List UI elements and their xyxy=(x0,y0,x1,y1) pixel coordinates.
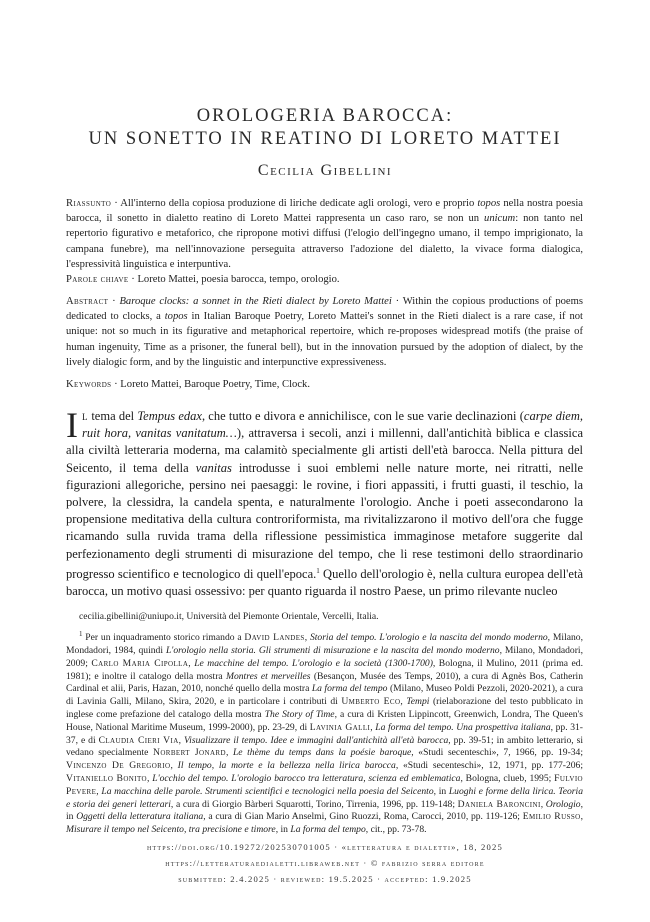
footer-doi-line[interactable]: https://doi.org/10.19272/202530701005 · «letteratura e dialetti», 18, 2025 xyxy=(146,842,504,852)
footnote-ref[interactable]: 1 xyxy=(316,566,320,575)
footer-dates-line: submitted: 2.4.2025 · reviewed: 19.5.2025 · accepted: 1.9.2025 xyxy=(178,874,472,884)
riassunto-topos: topos xyxy=(477,198,501,209)
abstract-text: in Italian Baroque Poetry, Loreto Mattei's sonnet in the Rieti dialect is a rare case, if not unique: not so much in its figurative and metaphorical repertoire, which re-proposes widespread motifs (the praise of human ingenuity, Time as a prisoner, the funeral bell), but in the innovation pursued by the adoption of dialect, by the lively dialogic form, and by the linguistic and interpunctive expressiveness. xyxy=(66,311,583,368)
parole-chiave-label: Parole chiave xyxy=(66,274,129,285)
fn-author: Emilio Russo xyxy=(522,811,581,823)
fn-work: Le macchine del tempo. L'orologio e la società (1300-1700) xyxy=(194,657,433,669)
separator: · xyxy=(391,296,403,307)
body-text: tema del xyxy=(88,409,138,423)
fn-author: Norbert Jonard xyxy=(152,747,226,759)
fn-text: , Milano, Mondadori, 2009; xyxy=(66,644,583,669)
body-text: ), attraversa i secoli, anzi i millenni, dall'antichità biblica e classica alla civiltà letteraria moderna, ma calamitò specialmente gli artisti dell'età barocca. Nella pittura del Seicento, il tema della xyxy=(66,426,583,475)
fn-text: , xyxy=(370,721,376,733)
fn-text: , in xyxy=(66,798,584,823)
fn-work: L'orologio nella storia. Gli strumenti di misurazione e la nascita del mondo moderno xyxy=(165,644,500,656)
fn-text: Per un inquadramento storico rimando a xyxy=(82,632,245,644)
fn-work: La forma del tempo xyxy=(290,824,366,836)
fn-text: , xyxy=(178,734,185,746)
fn-text: , a cura di Gian Mario Anselmi, Gino Ruozzi, Roma, Carocci, 2010, pp. 119-126; xyxy=(203,811,523,823)
fn-work: Misurare il tempo nel Seicento, tra precisione e timore xyxy=(66,824,276,836)
author-affiliation: cecilia.gibellini@uniupo.it, Università del Piemonte Orientale, Vercelli, Italia. xyxy=(79,611,379,622)
parole-chiave-text: Loreto Mattei, poesia barocca, tempo, orologio. xyxy=(137,274,340,285)
fn-text: (Milano, Museo Poldi Pezzoli, 2020-2021), a cura di Lavinia Galli, Milano, Skira, 2020, e in particolare i contributi di xyxy=(66,683,584,708)
fn-work: Luoghi e forme della lirica. Teoria e storia dei generi letterari xyxy=(66,785,583,810)
riassunto-paragraph xyxy=(66,196,583,272)
abstract-label: Abstract xyxy=(66,296,109,307)
fn-text: , xyxy=(400,696,407,708)
fn-author: Fulvio Pevere xyxy=(66,772,584,797)
footnote-1 xyxy=(66,628,583,837)
fn-work: La forma del tempo xyxy=(311,683,388,695)
fn-work: Oggetti della letteratura italiana xyxy=(76,811,204,823)
fn-work: Montres et merveilles xyxy=(225,670,311,682)
footnote-number: 1 xyxy=(79,630,83,638)
body-text: introdusse i suoi emblemi nelle nature morte, nei ritratti, nelle figurazioni allegoriche, persino nei paesaggi: le rovine, i fiori appassiti, i frutti guasti, il teschio, la polvere, la clessidra, la candela spenta, e naturalmente l'orologio. Anche i poeti assecondarono la propensione meditativa della cultura controriformista, ma rivitalizzarono il motivo dell'ora che fugge ricamando sulla ruvida trama della riflessione pessimistica immaginose metafore suggerite dal perfezionamento degli strumenti di misurazione del tempo, che li rese testimoni dello straordinario progresso scientifico e tecnologico di quell'epoca. xyxy=(66,460,583,581)
fn-text: , xyxy=(96,785,102,797)
fn-work: Visualizzare il tempo. Idee e immagini dall'antichità all'età barocca xyxy=(184,734,449,746)
fn-text: , in xyxy=(433,785,449,797)
fn-text: , xyxy=(540,798,546,810)
keywords-label: Keywords xyxy=(66,379,112,390)
fn-text: , pp. 31-37, e di xyxy=(66,721,583,746)
abstract-topos: topos xyxy=(164,311,188,323)
fn-text: , xyxy=(225,747,233,759)
fn-author: David Landes xyxy=(244,632,305,644)
abstract-paragraph xyxy=(66,294,583,370)
fn-text: , pp. 39-51; in ambito letterario, si vedano specialmente xyxy=(66,734,583,759)
footer-website-line[interactable]: https://letteraturaedialetti.libraweb.net · © fabrizio serra editore xyxy=(165,858,485,868)
abstract-text: Within the copious productions of poems dedicated to clocks, a xyxy=(66,296,583,323)
fn-text: , Bologna, il Mulino, 2011 (prima ed. 1981); e inoltre il catalogo della mostra xyxy=(66,657,583,682)
riassunto-label: Riassunto xyxy=(66,198,112,209)
body-italic: carpe diem, ruit hora, vanitas vanitatum… xyxy=(82,409,584,441)
separator: · xyxy=(111,198,121,209)
separator: · xyxy=(111,379,121,390)
fn-work: Il tempo, la morte e la bellezza nella lirica barocca xyxy=(177,760,396,772)
separator: · xyxy=(128,274,138,285)
fn-author: Carlo Maria Cipolla xyxy=(91,657,189,669)
fn-author: Claudia Cieri Via xyxy=(98,734,179,746)
separator: · xyxy=(108,296,120,307)
fn-text: , xyxy=(580,811,583,823)
riassunto-unicum: unicum xyxy=(484,213,516,225)
fn-text: , cit., pp. 73-78. xyxy=(365,824,427,836)
riassunto-text: nella nostra poesia barocca, il sonetto in dialetto reatino di Loreto Mattei rappresenta un caso raro, se non un xyxy=(66,198,583,225)
fn-text: , a cura di Giorgio Bàrberi Squarotti, Torino, Tirrenia, 1996, pp. 119-148; xyxy=(170,798,458,810)
fn-text: , a cura di Kristen Lippincott, Greenwich, Londra, The Queen's House, National Maritime Museum, 1999-2000), pp. 23-29, di xyxy=(66,708,583,733)
fn-author: Vitaniello Bonito xyxy=(66,772,147,784)
fn-text: , xyxy=(188,657,195,669)
fn-work: Storia del tempo. L'orologio e la nascita del mondo moderno xyxy=(309,632,548,644)
body-italic: vanitas xyxy=(195,460,232,475)
fn-text: , xyxy=(304,632,310,644)
body-italic: Tempus edax xyxy=(137,409,202,423)
fn-text: (Besançon, Musée des Temps, 2010), a cura di Agnès Bos, Catherin Cardinal et alii, Paris, Hazan, 2010, nonché quello della mostra xyxy=(66,670,583,695)
fn-text: , «Studi secenteschi», 12, 1971, pp. 177-206; xyxy=(395,760,584,772)
riassunto-text: All'interno della copiosa produzione di liriche dedicate agli orologi, vero e proprio xyxy=(120,198,478,209)
body-text: Quello dell'orologio è, nella cultura europea dell'età barocca, un motivo quasi ossessivo: per quanto riguarda il nostro Paese, un primo rilevante nucleo xyxy=(66,566,583,599)
fn-text: , «Studi secenteschi», 7, 1966, pp. 19-34; xyxy=(411,747,584,759)
fn-work: Le thème du temps dans la poésie baroque xyxy=(232,747,412,759)
article-title-line2: UN SONETTO IN REATINO DI LORETO MATTEI xyxy=(88,129,562,149)
fn-text: , xyxy=(170,760,178,772)
body-paragraph xyxy=(66,405,584,600)
author-name: Cecilia Gibellini xyxy=(257,162,393,179)
fn-text: , in xyxy=(275,824,291,836)
fn-author: Daniela Baroncini xyxy=(457,798,541,810)
parole-chiave-paragraph xyxy=(66,272,583,287)
fn-text: , xyxy=(146,772,153,784)
abstract-title: Baroque clocks: a sonnet in the Rieti dialect by Loreto Mattei xyxy=(119,296,392,307)
fn-work: La macchina delle parole. Strumenti scientifici e tecnologici nella poesia del Seicento xyxy=(101,785,434,797)
drop-cap: I xyxy=(66,405,78,445)
body-text: , che tutto e divora e annichilisce, con le sue varie declinazioni ( xyxy=(201,409,524,423)
fn-author: Vincenzo De Gregorio xyxy=(66,760,171,772)
keywords-paragraph xyxy=(66,377,583,392)
article-title-line1: OROLOGERIA BAROCCA: xyxy=(196,106,454,126)
fn-work: The Story of Time xyxy=(264,708,335,720)
keywords-text: Loreto Mattei, Baroque Poetry, Time, Clock. xyxy=(120,379,310,390)
riassunto-text: : non tanto nel repertorio figurativo e metaforico, che ripropone motivi diffusi (l'elogio dell'ingegno umano, il tempo imprigionato, la campana funebre), ma nell'innovazione perseguita attraverso l'adozione del dialetto, la vivace forma dialogica, l'espressività linguistica e interpuntiva. xyxy=(66,213,584,270)
fn-author: Lavinia Galli xyxy=(309,721,371,733)
fn-text: , Bologna, clueb, 1995; xyxy=(460,772,555,784)
fn-work: La forma del tempo. Una prospettiva italiana xyxy=(375,721,551,733)
fn-work: Orologio xyxy=(545,798,581,810)
drop-cap-rest: l xyxy=(82,409,89,423)
fn-text: , Milano, Mondadori, 1984, quindi xyxy=(66,632,583,656)
fn-work: L'occhio del tempo. L'orologio barocco tra letteratura, scienza ed emblematica xyxy=(152,772,461,784)
fn-author: Umberto Eco xyxy=(341,696,401,708)
fn-text: (rielaborazione del testo pubblicato in inglese come prefazione del catalogo della mostra xyxy=(66,696,584,720)
fn-work: Tempi xyxy=(406,696,430,708)
